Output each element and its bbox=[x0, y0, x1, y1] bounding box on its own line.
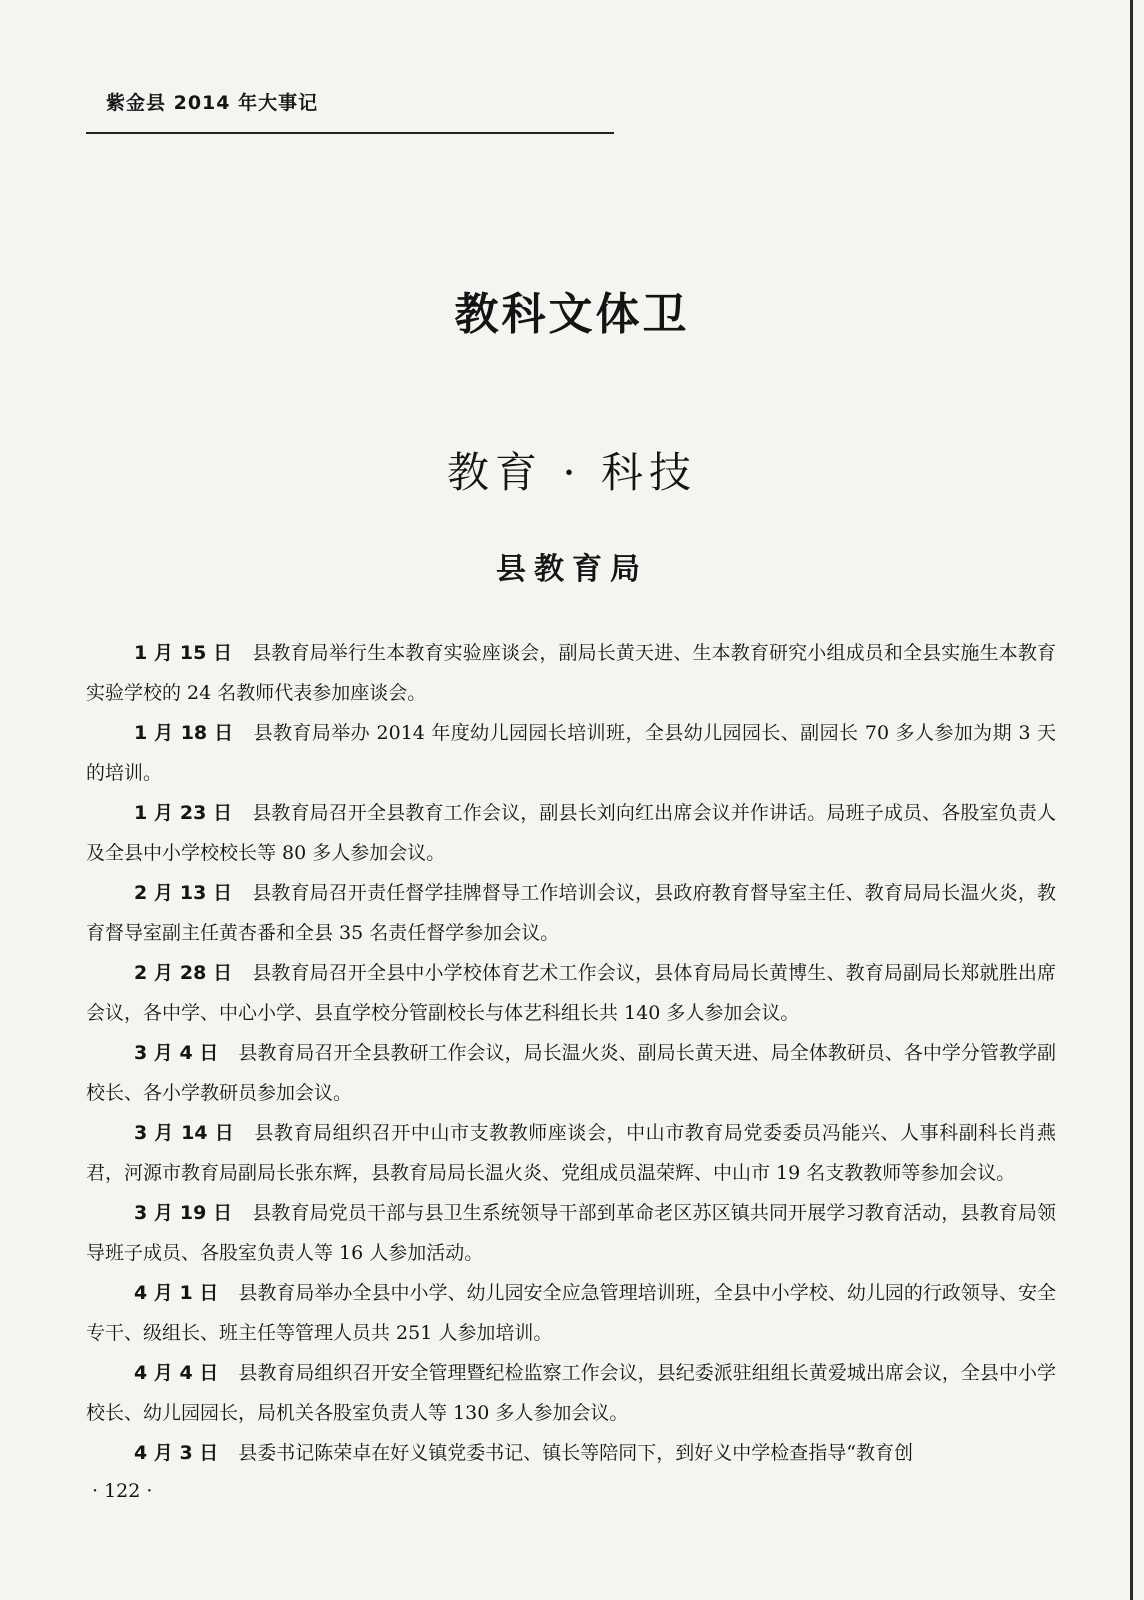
entry-date: 3 月 4 日 bbox=[134, 1042, 219, 1064]
chronicle-entry bbox=[86, 713, 1056, 793]
chronicle-entries bbox=[86, 633, 1056, 1473]
entry-text: 县教育局组织召开安全管理暨纪检监察工作会议，县纪委派驻组组长黄爱城出席会议，全县中小学校长、幼儿园园长，局机关各股室负责人等 130 多人参加会议。 bbox=[86, 1362, 1056, 1424]
section-title: 教育 · 科技 bbox=[446, 448, 698, 497]
entry-date: 1 月 15 日 bbox=[134, 642, 233, 664]
header-rule bbox=[86, 132, 614, 134]
chronicle-entry bbox=[86, 1353, 1056, 1433]
entry-text: 县教育局党员干部与县卫生系统领导干部到革命老区苏区镇共同开展学习教育活动，县教育局领导班子成员、各股室负责人等 16 人参加活动。 bbox=[86, 1202, 1056, 1264]
chronicle-entry bbox=[86, 1273, 1056, 1353]
entry-date: 4 月 4 日 bbox=[134, 1362, 219, 1384]
page-edge-line bbox=[1130, 0, 1133, 1600]
chronicle-entry bbox=[86, 1033, 1056, 1113]
chronicle-entry bbox=[86, 953, 1056, 1033]
chronicle-entry bbox=[86, 793, 1056, 873]
running-head: 紫金县 2014 年大事记 bbox=[106, 92, 319, 114]
page-number: · 122 · bbox=[92, 1480, 153, 1502]
entry-date: 2 月 28 日 bbox=[134, 962, 233, 984]
chronicle-entry bbox=[86, 1113, 1056, 1193]
chronicle-entry bbox=[86, 873, 1056, 953]
entry-text: 县教育局组织召开中山市支教教师座谈会，中山市教育局党委委员冯能兴、人事科副科长肖燕君，河源市教育局副局长张东辉，县教育局局长温火炎、党组成员温荣辉、中山市 19 名支教教师等参加会议。 bbox=[86, 1122, 1056, 1184]
entry-text: 县教育局召开全县教育工作会议，副县长刘向红出席会议并作讲话。局班子成员、各股室负责人及全县中小学校校长等 80 多人参加会议。 bbox=[86, 802, 1056, 864]
entry-date: 4 月 3 日 bbox=[134, 1442, 219, 1464]
entry-text: 县委书记陈荣卓在好义镇党委书记、镇长等陪同下，到好义中学检查指导“教育创 bbox=[238, 1442, 914, 1464]
entry-date: 1 月 18 日 bbox=[134, 722, 234, 744]
entry-text: 县教育局举办全县中小学、幼儿园安全应急管理培训班，全县中小学校、幼儿园的行政领导、安全专干、级组长、班主任等管理人员共 251 人参加培训。 bbox=[86, 1282, 1056, 1344]
chronicle-entry bbox=[86, 1193, 1056, 1273]
entry-date: 3 月 14 日 bbox=[134, 1122, 235, 1144]
chronicle-entry bbox=[86, 1433, 1056, 1473]
entry-date: 3 月 19 日 bbox=[134, 1202, 233, 1224]
entry-text: 县教育局举行生本教育实验座谈会，副局长黄天进、生本教育研究小组成员和全县实施生本教育实验学校的 24 名教师代表参加座谈会。 bbox=[86, 642, 1056, 704]
entry-text: 县教育局举办 2014 年度幼儿园园长培训班，全县幼儿园园长、副园长 70 多人参加为期 3 天的培训。 bbox=[86, 722, 1056, 784]
entry-text: 县教育局召开全县教研工作会议，局长温火炎、副局长黄天进、局全体教研员、各中学分管教学副校长、各小学教研员参加会议。 bbox=[86, 1042, 1056, 1104]
entry-text: 县教育局召开责任督学挂牌督导工作培训会议，县政府教育督导室主任、教育局局长温火炎，教育督导室副主任黄杏番和全县 35 名责任督学参加会议。 bbox=[86, 882, 1056, 944]
entry-date: 1 月 23 日 bbox=[134, 802, 233, 824]
entry-date: 4 月 1 日 bbox=[134, 1282, 219, 1304]
chapter-title: 教科文体卫 bbox=[454, 289, 690, 340]
chronicle-entry bbox=[86, 633, 1056, 713]
subsection-title: 县教育局 bbox=[496, 552, 648, 587]
entry-text: 县教育局召开全县中小学校体育艺术工作会议，县体育局局长黄博生、教育局副局长郑就胜出席会议，各中学、中心小学、县直学校分管副校长与体艺科组长共 140 多人参加会议。 bbox=[86, 962, 1056, 1024]
entry-date: 2 月 13 日 bbox=[134, 882, 233, 904]
